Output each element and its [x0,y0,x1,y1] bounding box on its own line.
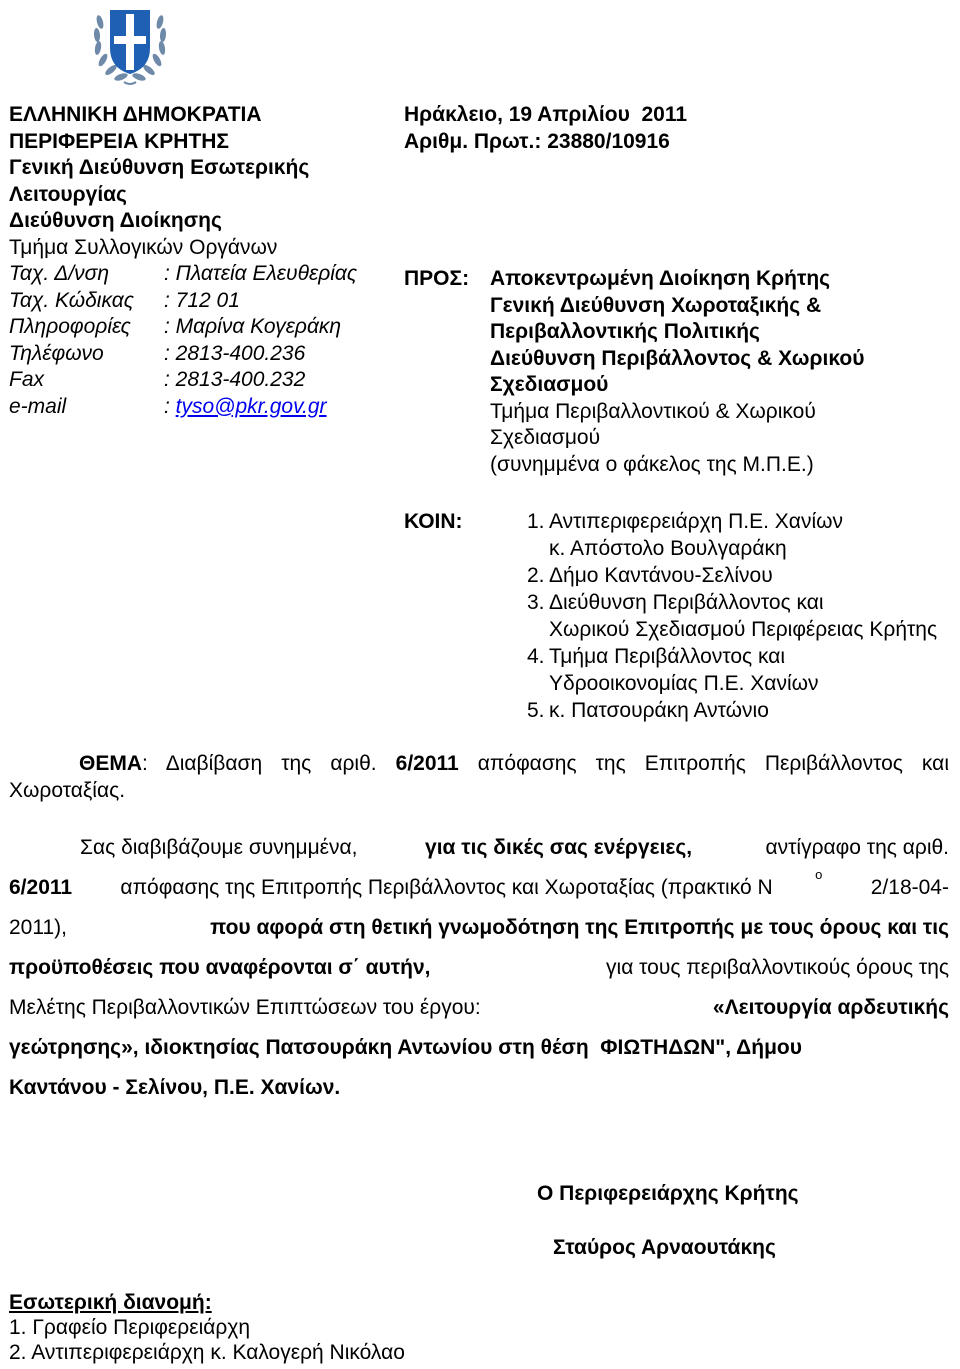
org-line: ΕΛΛΗΝΙΚΗ ΔΗΜΟΚΡΑΤΙΑ [9,103,262,126]
contact-row [9,314,357,341]
cc-item [527,590,937,617]
recipient-line: (συνημμένα ο φάκελος της Μ.Π.Ε.) [490,452,814,476]
greek-coat-of-arms-icon [88,2,172,88]
distribution-item: 2. Αντιπεριφερειάρχη κ. Καλογερή Νικόλαο [9,1341,405,1364]
body-bold: που αφορά στη θετική γνωμοδότηση της Επιτροπής με τους όρους και τις [210,916,949,939]
cc-text: Δήμο Καντάνου-Σελίνου [549,564,773,587]
signatory-name: Σταύρος Αρναουτάκης [553,1236,776,1259]
body-text: απόφασης της Επιτροπής Περιβάλλοντος και Χωροταξίας (πρακτικό N [114,876,773,899]
cc-list [527,509,937,725]
recipient-line: Γενική Διεύθυνση Χωροταξικής & [490,293,822,317]
body-paragraph [9,835,949,1115]
to-label: ΠΡΟΣ: [404,267,470,290]
internal-distribution [9,1290,405,1365]
body-text: αντίγραφο της αριθ. [753,836,949,859]
cc-item [527,644,937,671]
subject-label: ΘΕΜΑ [79,752,142,775]
contact-value: : 2813-400.236 [164,341,306,365]
contact-value: : Μαρίνα Κογεράκη [164,315,342,338]
subject-text: : Διαβίβαση της αριθ. [142,752,396,775]
body-text: Μελέτης Περιβαλλοντικών Επιπτώσεων του έργου: [9,996,487,1019]
issuer-block [9,102,357,420]
contact-row [9,341,357,368]
subject-line [9,751,949,778]
distribution-heading: Εσωτερική διανομή: [9,1291,212,1314]
protocol-label: Αριθμ. Πρωτ. [404,129,535,153]
cc-item-cont [527,671,937,698]
body-bold: για τις δικές σας ενέργειες, [425,836,693,859]
org-line: Τμήμα Συλλογικών Οργάνων [9,235,278,259]
cc-number: 4. [527,645,545,668]
contact-label: Τηλέφωνο [9,341,104,365]
cc-label: ΚΟΙΝ: [404,510,463,533]
email-link[interactable]: tyso@pkr.gov.gr [175,394,327,418]
body-text: 2011), [9,916,73,939]
body-bold: «Λειτουργία αρδευτικής [712,996,949,1019]
protocol-value: : 23880/10916 [534,129,670,153]
org-line: Λειτουργίας [9,182,127,206]
subject [9,751,949,805]
body-line [9,995,949,1035]
cc-item [527,563,937,590]
body-line [9,867,949,915]
cc-text: κ. Πατσουράκη Αντώνιο [549,699,769,722]
contact-label: e-mail [9,394,67,418]
org-line: ΠΕΡΙΦΕΡΕΙΑ ΚΡΗΤΗΣ [9,129,230,153]
cc-text: Αντιπεριφερειάρχη Π.Ε. Χανίων [549,510,844,533]
cc-number: 5. [527,699,545,722]
subject-line: Χωροταξίας. [9,779,126,802]
subject-text: απόφασης της Επιτροπής Περιβάλλοντος και [458,752,949,775]
date-protocol-block [404,102,687,155]
contact-value: : 2813-400.232 [164,368,306,391]
cc-item [527,698,937,725]
body-line [9,915,949,955]
contact-value-prefix: : [164,394,176,418]
cc-text: Τμήμα Περιβάλλοντος και [549,645,786,668]
cc-number: 3. [527,591,545,614]
body-text: Σας διαβιβάζουμε συνημμένα, [80,836,364,859]
recipient-line: Τμήμα Περιβαλλοντικού & Χωρικού [490,399,816,423]
cc-number: 1. [527,510,545,533]
place-date: Ηράκλειο, 19 Απριλίου 2011 [404,103,688,126]
recipient-line: Σχεδιασμού [490,426,601,449]
recipient-line: Περιβαλλοντικής Πολιτικής [490,320,760,343]
body-line [9,1075,949,1115]
contact-value: : 712 01 [164,288,240,312]
cc-text: Υδροοικονομίας Π.Ε. Χανίων [549,672,819,695]
contact-row-email [9,394,357,421]
contact-row [9,261,357,288]
body-bold: 6/2011 [9,876,73,899]
cc-item-cont [527,617,937,644]
protocol-number [404,129,687,156]
superscript: ο [815,867,823,882]
cc-item-cont [527,536,937,563]
contact-row [9,288,357,315]
body-line [9,955,949,995]
recipient-line: Αποκεντρωμένη Διοίκηση Κρήτης [490,267,831,290]
org-line: Διεύθυνση Διοίκησης [9,209,222,232]
recipient-block [490,266,864,478]
cc-text: Διεύθυνση Περιβάλλοντος και [549,591,824,614]
cc-number: 2. [527,564,545,587]
body-bold: γεώτρησης», ιδιοκτησίας Πατσουράκη Αντωνίου στη θέση ΦΙΩΤΗΔΩΝ", Δήμου [9,1036,802,1059]
contact-value: : Πλατεία Ελευθερίας [164,262,358,285]
body-text: 2/18-04- [864,876,949,899]
contact-label: Ταχ. Κώδικας [9,288,134,312]
recipient-line: Διεύθυνση Περιβάλλοντος & Χωρικού [490,346,865,370]
contact-label: Ταχ. Δ/νση [9,262,109,285]
contact-row [9,367,357,394]
body-line [9,1035,949,1075]
cc-item [527,509,937,536]
recipient-line: Σχεδιασμού [490,373,609,396]
signatory-title: Ο Περιφερειάρχης Κρήτης [537,1182,799,1205]
body-text: για τους περιβαλλοντικούς όρους της [600,956,949,979]
contact-label: Fax [9,368,45,391]
decision-number: 6/2011 [395,752,459,775]
cc-text: Χωρικού Σχεδιασμού Περιφέρειας Κρήτης [549,618,938,641]
body-bold: Καντάνου - Σελίνου, Π.Ε. Χανίων. [9,1076,341,1099]
body-line [9,835,949,875]
distribution-item: 1. Γραφείο Περιφερειάρχη [9,1316,251,1339]
contact-label: Πληροφορίες [9,315,131,338]
cc-text: κ. Απόστολο Βουλγαράκη [549,537,787,560]
body-bold: προϋποθέσεις που αναφέρονται σ΄ αυτήν, [9,956,431,979]
org-line: Γενική Διεύθυνση Εσωτερικής [9,156,310,179]
